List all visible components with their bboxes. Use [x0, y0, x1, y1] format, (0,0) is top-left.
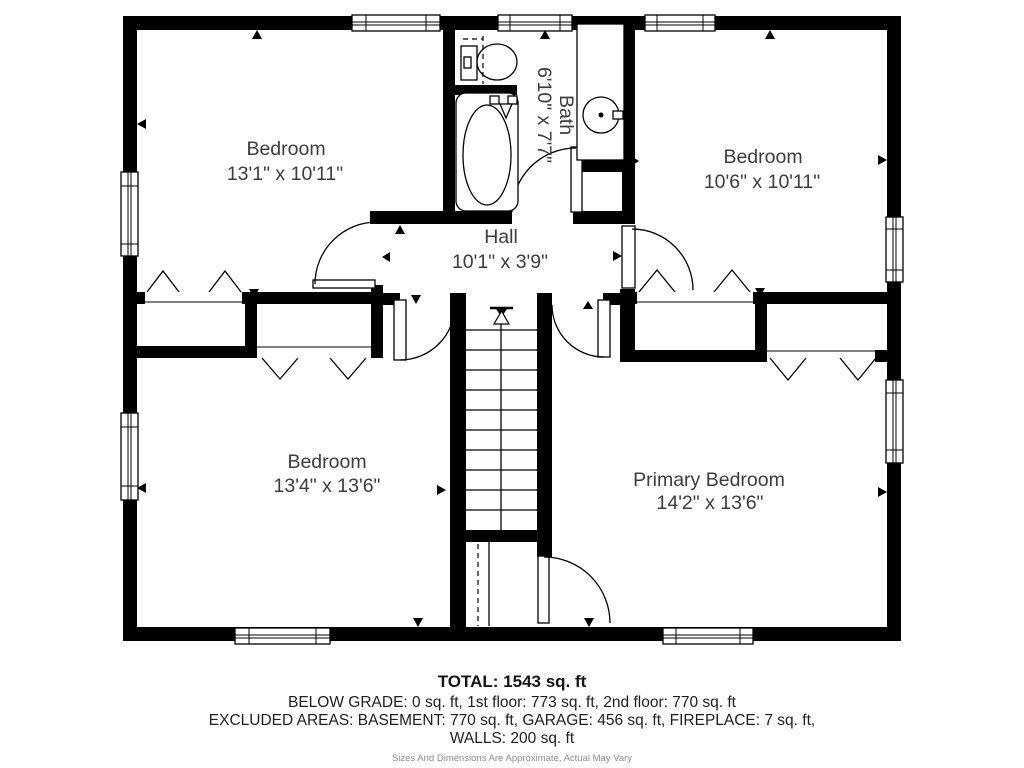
room-labels [227, 67, 820, 514]
door-bedroom-bottom-left [394, 300, 455, 360]
window [352, 15, 440, 31]
primary-bedroom-dims: 14'2" x 13'6" [656, 492, 764, 514]
footer-below-grade: BELOW GRADE: 0 sq. ft, 1st floor: 773 sq. ft, 2nd floor: 770 sq. ft [288, 694, 736, 711]
door-bedroom-top-right [622, 226, 693, 290]
bedroom-top-right-dims: 10'6" x 10'11" [703, 171, 821, 193]
bedroom-top-left-name: Bedroom [246, 138, 326, 160]
door-stairs-primary [538, 556, 610, 623]
footer-total: TOTAL: 1543 sq. ft [437, 672, 587, 691]
window [886, 217, 903, 282]
window [498, 15, 572, 31]
window [886, 380, 903, 463]
hall-name: Hall [484, 226, 518, 248]
door-bedroom-top-left [313, 222, 377, 288]
window [235, 628, 330, 644]
staircase [466, 308, 537, 626]
primary-bedroom-name: Primary Bedroom [633, 469, 785, 491]
bedroom-bottom-left-name: Bedroom [287, 451, 367, 473]
vanity-sink [577, 24, 624, 160]
bedroom-bottom-left-dims: 13'4" x 13'6" [273, 475, 381, 497]
toilet [461, 36, 517, 84]
bath-dims: 6'10" x 7'7" [533, 66, 555, 164]
window [121, 413, 138, 500]
footer-excluded: EXCLUDED AREAS: BASEMENT: 770 sq. ft, GARAGE: 456 sq. ft, FIREPLACE: 7 sq. ft, [208, 712, 816, 729]
stairs-up-arrow [490, 308, 513, 324]
hall-dims: 10'1" x 3'9" [451, 251, 549, 273]
bedroom-top-right-name: Bedroom [723, 146, 803, 168]
door-primary-bedroom [552, 300, 610, 357]
bedroom-top-left-dims: 13'1" x 10'11" [226, 163, 344, 185]
window [645, 15, 715, 31]
window [121, 172, 138, 256]
footer-walls: WALLS: 200 sq. ft [449, 730, 575, 747]
footer [209, 672, 815, 764]
footer-disclaimer: Sizes And Dimensions Are Approximate, Actual May Vary [391, 753, 633, 764]
bathtub [456, 93, 518, 211]
window [663, 628, 753, 644]
bath-name: Bath [555, 94, 577, 136]
